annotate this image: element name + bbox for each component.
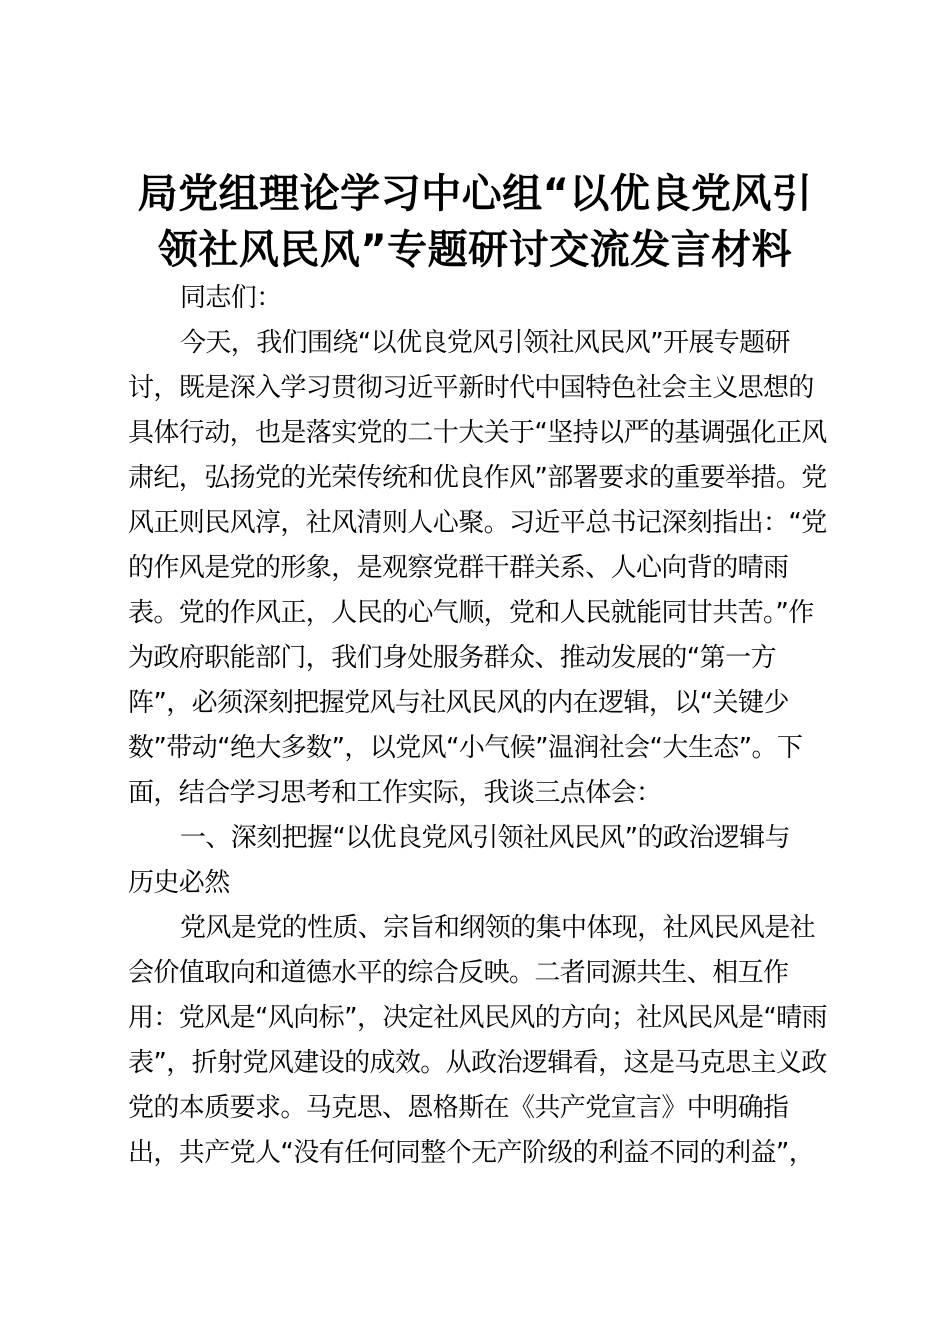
- text-line: 出，共产党人“没有任何同整个无产阶级的利益不同的利益”，: [128, 1138, 815, 1168]
- text-line: 会价值取向和道德水平的综合反映。二者同源共生、相互作: [128, 958, 789, 988]
- text-line: 讨，既是深入学习贯彻习近平新时代中国特色社会主义思想的: [128, 373, 814, 403]
- text-line: 阵”，必须深刻把握党风与社风民风的内在逻辑，以“关键少: [128, 688, 789, 718]
- section-heading-1: [128, 816, 832, 906]
- salutation: 同志们：: [180, 283, 282, 313]
- heading-line: 历史必然: [128, 868, 230, 898]
- title-line: 领社风民风”专题研讨交流发言材料: [157, 227, 793, 273]
- text-line: 表”，折射党风建设的成效。从政治逻辑看，这是马克思主义政: [128, 1048, 827, 1078]
- text-line: 风正则民风淳，社风清则人心聚。习近平总书记深刻指出：“党: [128, 508, 827, 538]
- text-line: 今天，我们围绕“以优良党风引领社风民风”开展专题研: [180, 328, 790, 358]
- text-line: 的作风是党的形象，是观察党群干群关系、人心向背的晴雨: [128, 553, 789, 583]
- text-line: 面，结合学习思考和工作实际，我谈三点体会：: [128, 778, 662, 808]
- document-title: [110, 166, 840, 278]
- title-line: 局党组理论学习中心组“以优良党风引: [137, 171, 813, 217]
- text-line: 用：党风是“风向标”，决定社风民风的方向；社风民风是“晴雨: [128, 1003, 828, 1033]
- heading-line: 一、深刻把握“以优良党风引领社风民风”的政治逻辑与: [180, 823, 790, 853]
- text-line: 表。党的作风正，人民的心气顺，党和人民就能同甘共苦。”作: [128, 598, 814, 628]
- text-line: 党风是党的性质、宗旨和纲领的集中体现，社风民风是社: [180, 913, 816, 943]
- text-line: 数”带动“绝大多数”，以党风“小气候”温润社会“大生态”。下: [128, 733, 803, 763]
- paragraph-section-1: [128, 906, 832, 1176]
- text-line: 具体行动，也是落实党的二十大关于“坚持以严的基调强化正风: [128, 418, 827, 448]
- text-line: 为政府职能部门，我们身处服务群众、推动发展的“第一方: [128, 643, 776, 673]
- text-line: 肃纪，弘扬党的光荣传统和优良作风”部署要求的重要举措。党: [128, 463, 827, 493]
- paragraph-intro: [128, 321, 832, 816]
- text-line: 党的本质要求。马克思、恩格斯在《共产党宣言》中明确指: [128, 1093, 789, 1123]
- document-body: [128, 276, 832, 1176]
